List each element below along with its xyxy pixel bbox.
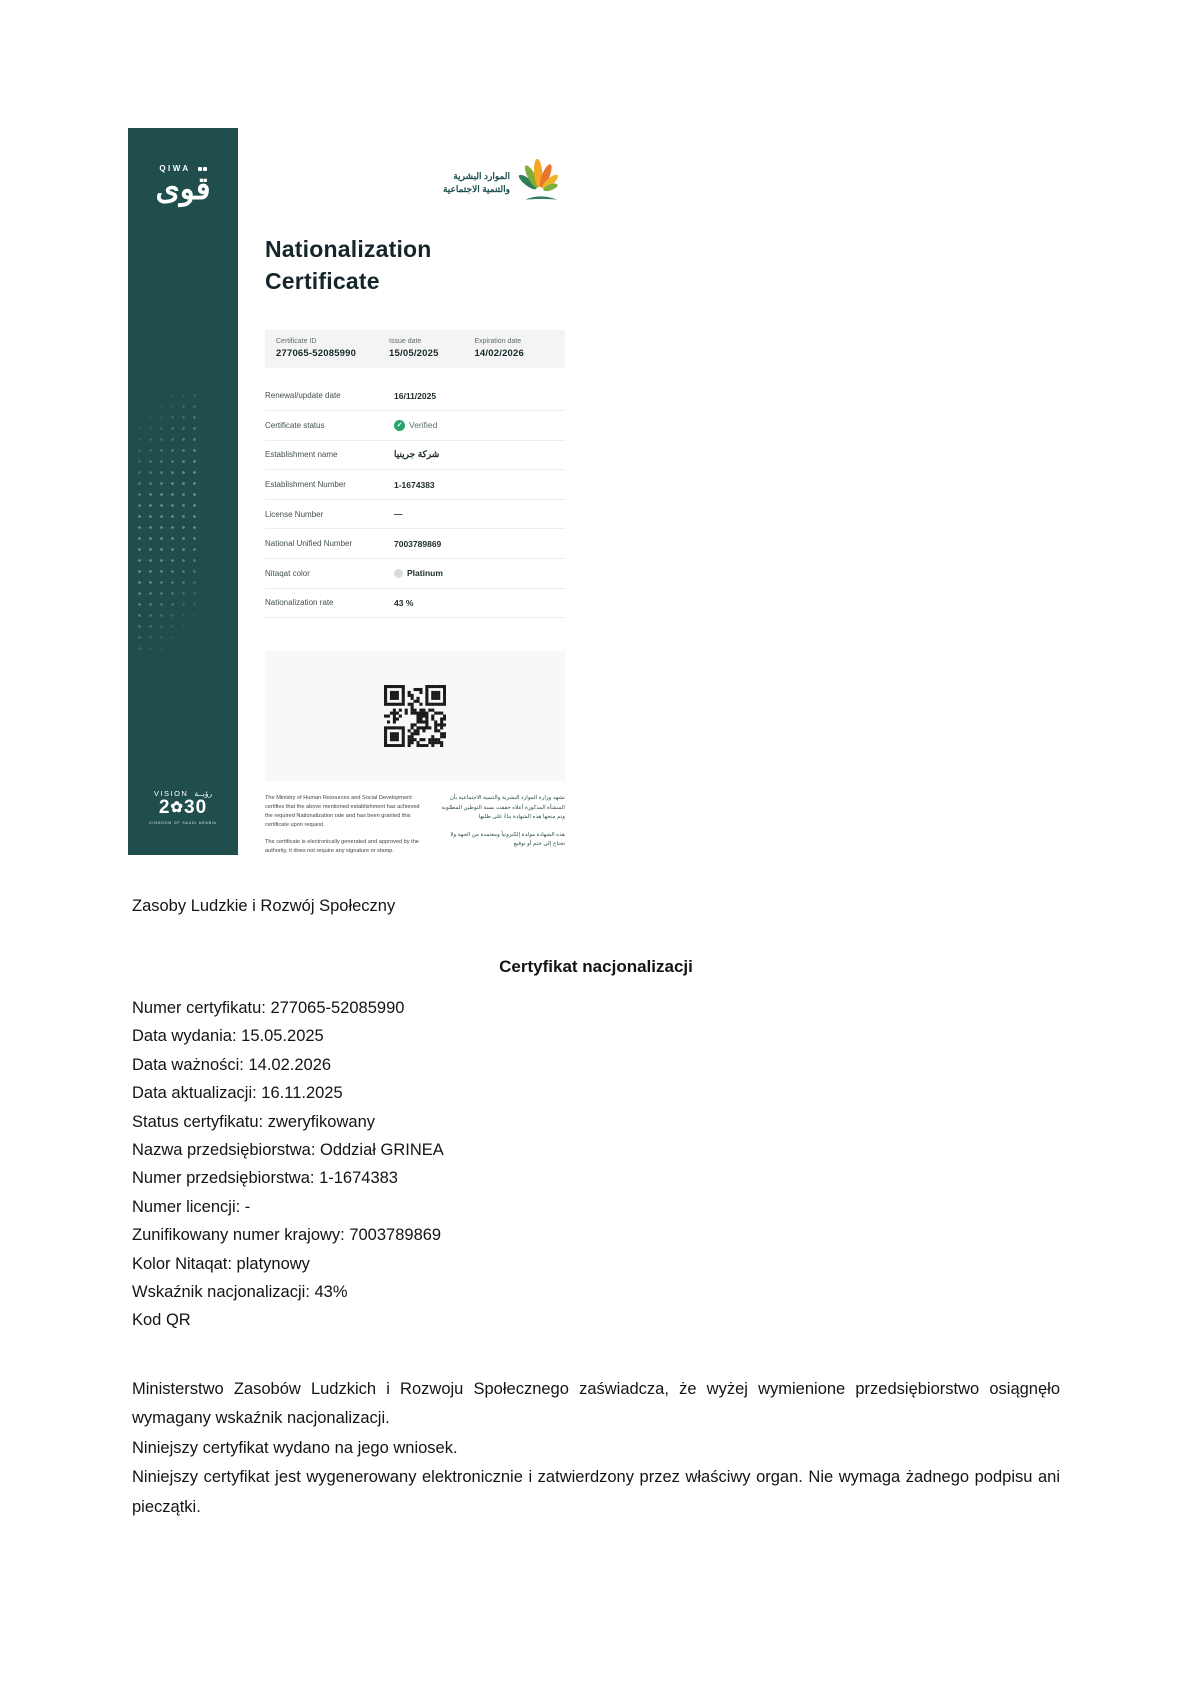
- certificate-fine-print: [265, 794, 565, 864]
- table-row-renewal-date: [265, 381, 565, 411]
- field-line: Data ważności: 14.02.2026: [132, 1055, 332, 1074]
- electronic-validity-paragraph: Niniejszy certyfikat jest wygenerowany elektronicznie i zatwierdzony przez właściwy organ. Nie wymaga żadnego podpisu ani pieczątki.: [132, 1468, 1060, 1516]
- row-value: 1-1674383: [394, 479, 435, 490]
- qr-code: [384, 685, 446, 747]
- saudi-emblem-icon: ✿: [170, 799, 184, 817]
- row-value: 43 %: [394, 597, 414, 608]
- expiration-date-column: [474, 338, 554, 359]
- dots-pattern: [134, 390, 202, 652]
- field-line: Data aktualizacji: 16.11.2025: [132, 1084, 343, 1103]
- status-badge: Verified: [409, 420, 438, 431]
- vision-2030-logo: [128, 789, 238, 825]
- row-value: 7003789869: [394, 538, 442, 549]
- expiration-date-label: Expiration date: [474, 338, 522, 346]
- row-value: Platinum: [394, 568, 443, 578]
- vision-2030-wordmark: [128, 789, 238, 798]
- field-line: Data wydania: 15.05.2025: [132, 1027, 324, 1046]
- translation-field-list: [132, 994, 1060, 1335]
- row-label: Establishment Number: [265, 480, 346, 490]
- field-line: Nazwa przedsiębiorstwa: Oddział GRINEA: [132, 1141, 444, 1160]
- qr-code-box: [265, 651, 565, 781]
- issue-date-label: Issue date: [389, 338, 422, 346]
- field-line: Kod QR: [132, 1311, 191, 1330]
- row-label: National Unified Number: [265, 539, 353, 549]
- row-value: 16/11/2025: [394, 390, 437, 401]
- ministry-palm-icon: [517, 158, 567, 208]
- table-row-nitaqat-color: [265, 559, 565, 589]
- row-value: [394, 420, 437, 431]
- table-row-certificate-status: [265, 411, 565, 441]
- table-row-nationalization-rate: [265, 589, 565, 619]
- platinum-dot-icon: [394, 569, 403, 578]
- translation-paragraphs: [132, 1375, 1060, 1523]
- row-value: شركة جرينيا: [394, 449, 440, 460]
- vision-word: VISION: [153, 789, 189, 799]
- table-row-establishment-name: [265, 441, 565, 471]
- polish-translation: [132, 896, 1060, 1522]
- qiwa-arabic-mark: قوى: [155, 171, 211, 206]
- issue-date-value: 15/05/2025: [389, 348, 439, 360]
- expiration-date-value: 14/02/2026: [474, 348, 524, 360]
- qiwa-word: QIWA: [159, 164, 191, 173]
- ministry-logo: [265, 158, 567, 208]
- certificate-id-label: Certificate ID: [276, 338, 317, 346]
- fine-print-english: The Ministry of Human Resources and Social Development certifies that the above mentioned establishment has achieved the required Nationalization rate and has been granted this certificate upon request. The certificate is electronically generated and approved by the authority, it does not require any signature or stamp.: [265, 795, 420, 854]
- translation-heading: Certyfikat nacjonalizacji: [499, 957, 693, 976]
- certificate-body: [238, 128, 565, 855]
- certificate-sidebar: [128, 128, 238, 855]
- verified-check-icon: ✓: [394, 420, 405, 431]
- certificate-title: Nationalization Certificate: [265, 236, 432, 294]
- row-label: Renewal/update date: [265, 391, 341, 401]
- fine-print-arabic: تشهد وزارة الموارد البشرية والتنمية الاجتماعية بأن المنشأة المذكورة أعلاه حققت نسبة التوطين المطلوبة وتم منحها هذه الشهادة بناءً على طلبها هذه الشهادة مولدة إلكترونياً ومعتمدة من الجهة ولا تحتاج إلى ختم أو توقيع: [441, 795, 565, 848]
- row-label: Nitaqat color: [265, 568, 310, 578]
- field-line: Numer licencji: -: [132, 1197, 251, 1216]
- table-row-national-unified-number: [265, 529, 565, 559]
- certificate-id-column: [276, 338, 389, 359]
- qiwa-logo: [128, 164, 238, 206]
- field-line: Kolor Nitaqat: platynowy: [132, 1254, 310, 1273]
- field-line: Zunifikowany numer krajowy: 7003789869: [132, 1226, 442, 1245]
- vision-kingdom-text: KINGDOM OF SAUDI ARABIA: [149, 821, 217, 825]
- field-line: Wskaźnik nacjonalizacji: 43%: [132, 1283, 348, 1302]
- row-label: Establishment name: [265, 450, 338, 460]
- ministry-name-polish: Zasoby Ludzkie i Rozwój Społeczny: [132, 897, 396, 915]
- row-value: —: [394, 509, 403, 520]
- ministry-name-arabic: الموارد البشرية والتنمية الاجتماعية: [442, 170, 510, 194]
- row-label: Certificate status: [265, 420, 325, 430]
- certificate-details-table: [265, 381, 565, 618]
- row-label: License Number: [265, 509, 324, 519]
- table-row-license-number: [265, 500, 565, 530]
- certificate-header-box: [265, 330, 565, 368]
- nationalization-certificate: [128, 128, 565, 855]
- field-line: Numer certyfikatu: 277065-52085990: [132, 999, 405, 1017]
- field-line: Numer przedsiębiorstwa: 1-1674383: [132, 1169, 398, 1188]
- field-line: Status certyfikatu: zweryfikowany: [132, 1112, 376, 1131]
- issued-on-request-paragraph: Niniejszy certyfikat wydano na jego wniosek.: [132, 1438, 458, 1457]
- table-row-establishment-number: [265, 470, 565, 500]
- certificate-id-value: 277065-52085990: [276, 348, 357, 360]
- vision-2030-year: 2✿30: [158, 797, 208, 819]
- row-label: Nationalization rate: [265, 598, 334, 608]
- attestation-paragraph: Ministerstwo Zasobów Ludzkich i Rozwoju Społecznego zaświadcza, że wyżej wymienione przedsiębiorstwo osiągnęło wymagany wskaźnik nacjonalizacji.: [132, 1379, 1060, 1428]
- vision-arabic: رؤيــة: [194, 789, 213, 799]
- issue-date-column: [389, 338, 474, 359]
